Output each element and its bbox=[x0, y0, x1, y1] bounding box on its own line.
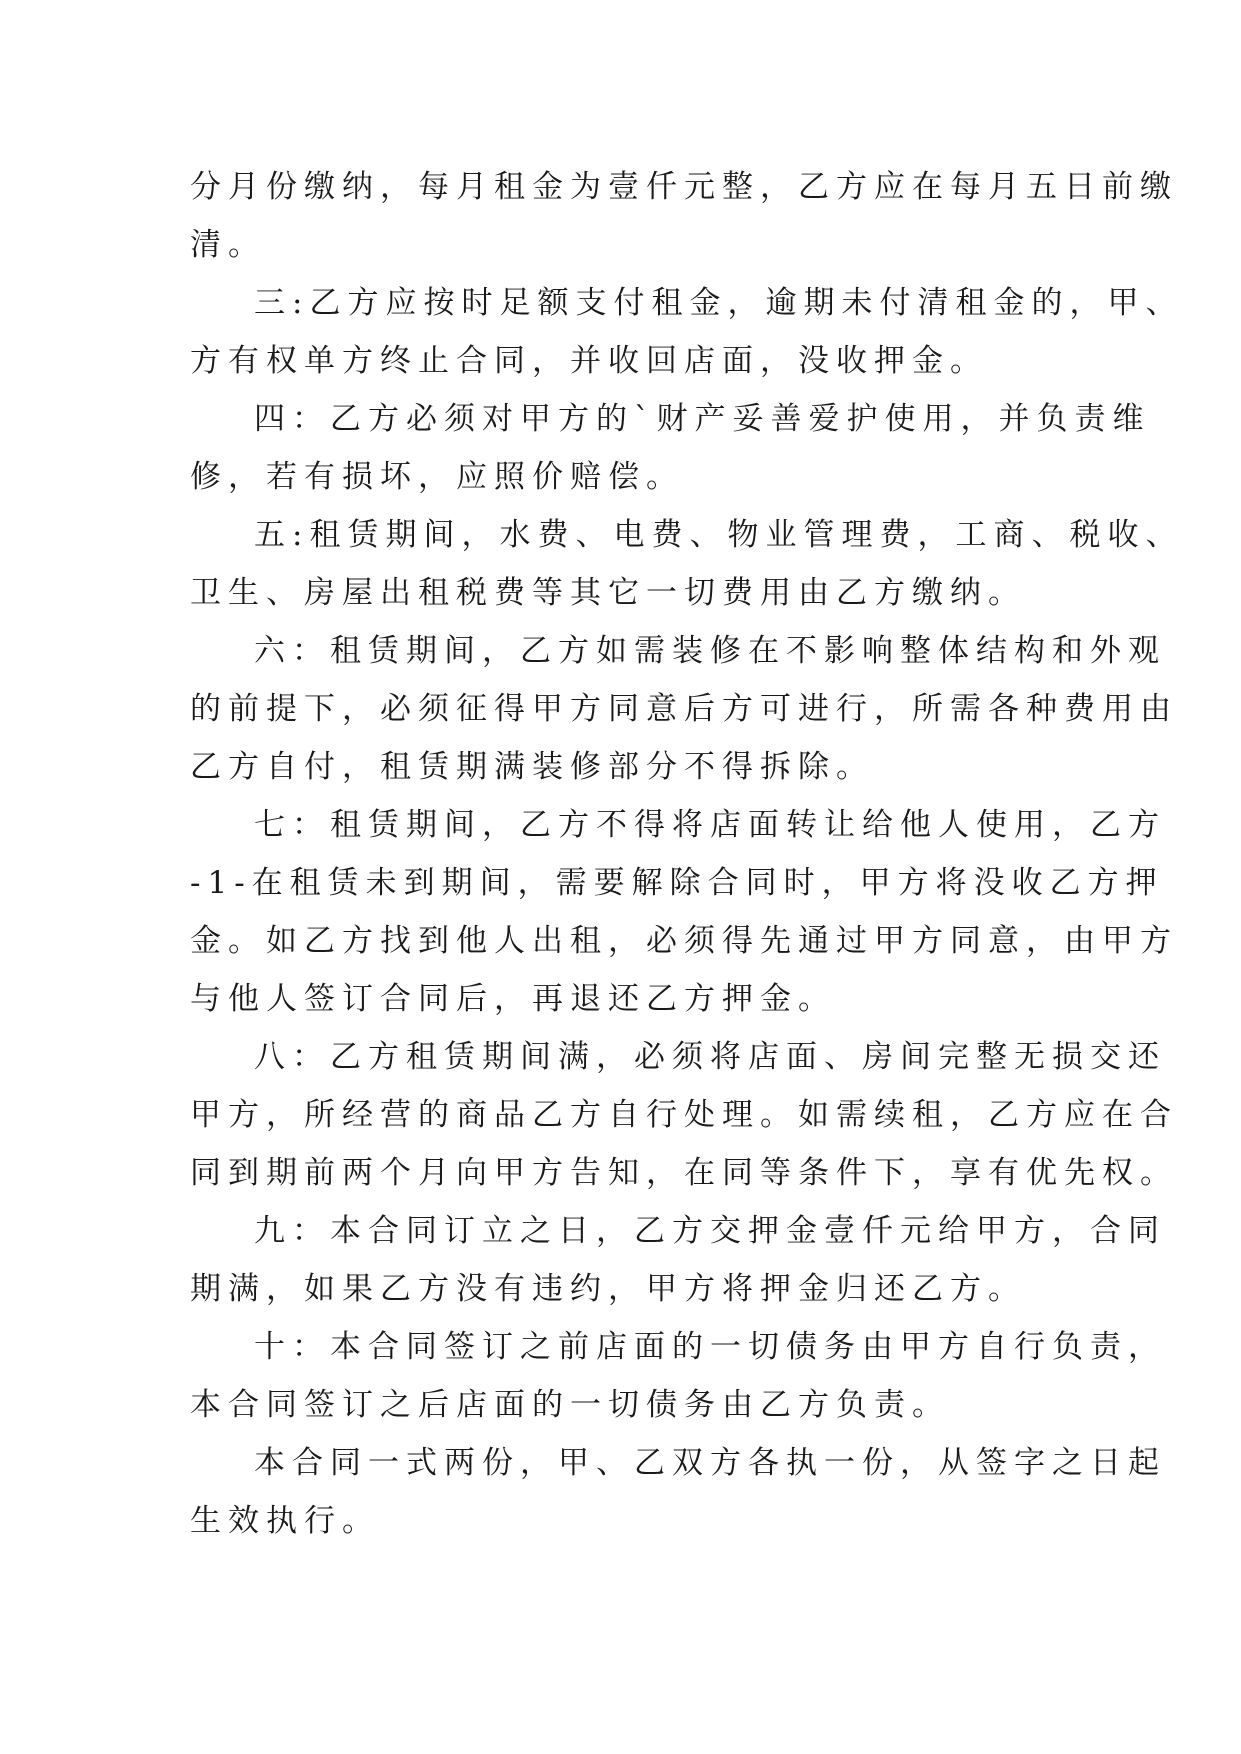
text-line: 卫生、房屋出租税费等其它一切费用由乙方缴纳。 bbox=[190, 575, 1026, 611]
text-line: 同到期前两个月向甲方告知，在同等条件下，享有优先权。 bbox=[190, 1155, 1178, 1191]
clause-9-line: 九：本合同订立之日，乙方交押金壹仟元给甲方，合同 bbox=[254, 1213, 1166, 1249]
clause-8-line: 八：乙方租赁期间满，必须将店面、房间完整无损交还 bbox=[254, 1039, 1166, 1075]
text-line: 本合同签订之后店面的一切债务由乙方负责。 bbox=[190, 1387, 950, 1423]
clause-7-line: 七：租赁期间，乙方不得将店面转让给他人使用，乙方 bbox=[254, 807, 1166, 843]
text-line: 分月份缴纳，每月租金为壹仟元整，乙方应在每月五日前缴 bbox=[190, 169, 1178, 205]
clause-4-line: 四：乙方必须对甲方的`财产妥善爱护使用，并负责维 bbox=[254, 401, 1151, 437]
text-line: 金。如乙方找到他人出租，必须得先通过甲方同意，由甲方 bbox=[190, 923, 1178, 959]
text-line: 生效执行。 bbox=[190, 1503, 380, 1539]
clause-10-line: 十：本合同签订之前店面的一切债务由甲方自行负责， bbox=[254, 1329, 1166, 1365]
text-line: 期满，如果乙方没有违约，甲方将押金归还乙方。 bbox=[190, 1271, 1026, 1307]
text-line: 乙方自付，租赁期满装修部分不得拆除。 bbox=[190, 749, 874, 785]
text-line: 修，若有损坏，应照价赔偿。 bbox=[190, 459, 684, 495]
text-line: 方有权单方终止合同，并收回店面，没收押金。 bbox=[190, 343, 988, 379]
text-line: -1-在租赁未到期间，需要解除合同时，甲方将没收乙方押 bbox=[190, 865, 1164, 901]
closing-clause-line: 本合同一式两份，甲、乙双方各执一份，从签字之日起 bbox=[254, 1445, 1166, 1481]
text-line: 甲方，所经营的商品乙方自行处理。如需续租，乙方应在合 bbox=[190, 1097, 1178, 1133]
contract-body bbox=[190, 158, 1184, 1550]
text-line: 与他人签订合同后，再退还乙方押金。 bbox=[190, 981, 836, 1017]
text-line: 的前提下，必须征得甲方同意后方可进行，所需各种费用由 bbox=[190, 691, 1178, 727]
clause-6-line: 六：租赁期间，乙方如需装修在不影响整体结构和外观 bbox=[254, 633, 1166, 669]
text-line: 清。 bbox=[190, 227, 266, 263]
clause-5-line: 五:租赁期间，水费、电费、物业管理费，工商、税收、 bbox=[254, 517, 1184, 553]
clause-3-line: 三:乙方应按时足额支付租金，逾期未付清租金的，甲、 bbox=[254, 285, 1184, 321]
